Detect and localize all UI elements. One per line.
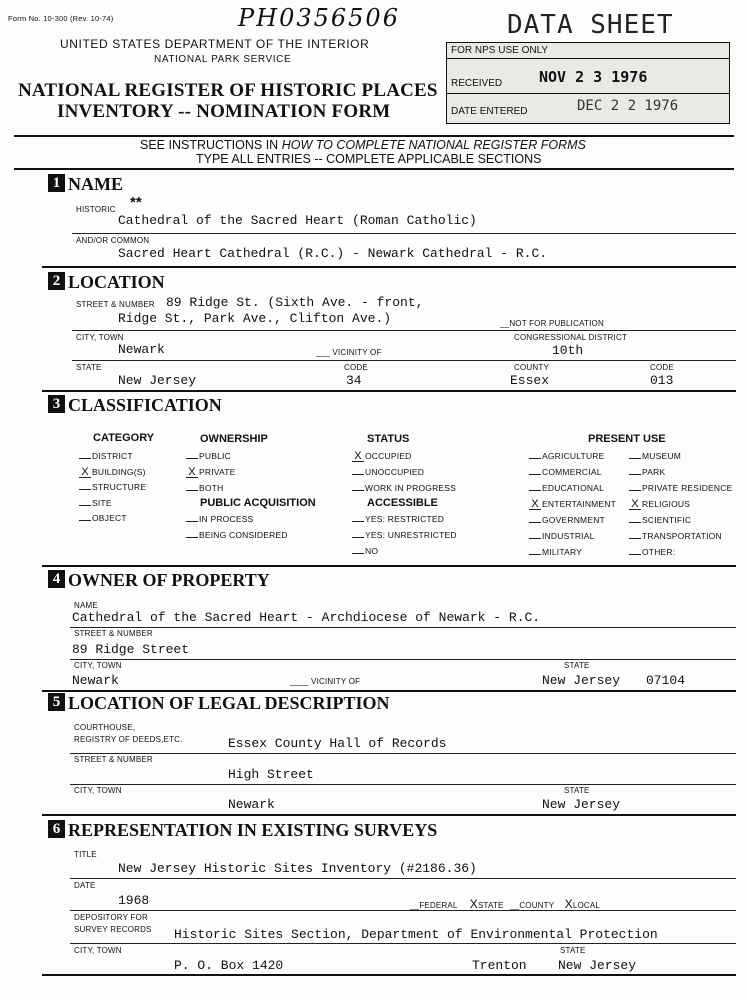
checkbox-label: AGRICULTURE [542, 451, 605, 461]
checkbox-mark [352, 553, 364, 554]
survey-state-label: STATE [560, 946, 586, 955]
checkbox-mark [79, 458, 91, 459]
checkbox-mark [79, 505, 91, 506]
checkbox-mark [186, 458, 198, 459]
checkbox-mark [529, 458, 541, 459]
checkbox-mark [629, 474, 641, 475]
checkbox-label: UNOCCUPIED [365, 467, 425, 477]
checkbox-option [352, 546, 378, 556]
depository-label-1: DEPOSITORY FOR [74, 913, 148, 922]
checkbox-label: RELIGIOUS [642, 499, 691, 509]
checkbox-mark [629, 522, 641, 523]
received-label: RECEIVED [451, 78, 503, 89]
courthouse-label-2: REGISTRY OF DEEDS,ETC. [74, 735, 183, 744]
courthouse-label-1: COURTHOUSE, [74, 723, 136, 732]
checkbox-option [186, 514, 253, 524]
checkbox-option [529, 483, 604, 493]
checkbox-label: YES: UNRESTRICTED [365, 530, 457, 540]
checkbox-mark [186, 537, 198, 538]
state-value: New Jersey [118, 373, 197, 388]
street-line1: 89 Ridge St. (Sixth Ave. - front, [166, 295, 424, 310]
checkbox-mark: X [186, 468, 198, 478]
service-name: NATIONAL PARK SERVICE [154, 54, 292, 65]
checkbox-label: PARK [642, 467, 666, 477]
courthouse-value: Essex County Hall of Records [228, 736, 447, 751]
checkbox-label: PUBLIC [199, 451, 231, 461]
legal-city-label: CITY, TOWN [74, 786, 122, 795]
legal-state-label: STATE [564, 786, 590, 795]
checkbox-option [529, 515, 605, 525]
status-heading: STATUS [367, 433, 410, 445]
legal-city-value: Newark [228, 797, 275, 812]
data-sheet-heading: DATA SHEET [507, 10, 674, 40]
checkbox-label: BOTH [199, 483, 224, 493]
checkbox-mark [629, 538, 641, 539]
checkbox-label: SCIENTIFIC [642, 515, 692, 525]
checkbox-mark [529, 474, 541, 475]
nps-use-box [446, 42, 730, 124]
checkbox-option [629, 483, 732, 493]
checkbox-option [186, 451, 231, 461]
checkbox-option [79, 498, 112, 508]
nps-header: FOR NPS USE ONLY [451, 45, 549, 56]
county-label: COUNTY [514, 363, 549, 372]
checkbox-option [186, 467, 236, 478]
checkbox-label: OCCUPIED [365, 451, 412, 461]
checkbox-label: YES: RESTRICTED [365, 514, 445, 524]
owner-street-label: STREET & NUMBER [74, 629, 153, 638]
checkbox-label: PRIVATE RESIDENCE [642, 483, 733, 493]
owner-vicinity-of: ____ VICINITY OF [290, 677, 361, 686]
checkbox-option [529, 547, 582, 557]
survey-title-value: New Jersey Historic Sites Inventory (#2186.36) [118, 861, 477, 876]
checkbox-label: BEING CONSIDERED [199, 530, 288, 540]
checkbox-mark: X [352, 452, 364, 462]
checkbox-option [352, 467, 424, 477]
section-3-heading: 3 CLASSIFICATION [48, 395, 222, 416]
checkbox-label: TRANSPORTATION [642, 531, 722, 541]
present-use-heading: PRESENT USE [588, 433, 666, 445]
checkbox-label: MILITARY [542, 547, 583, 557]
legal-street-label: STREET & NUMBER [74, 755, 153, 764]
handwritten-id: PH0356506 [238, 4, 400, 32]
checkbox-option [79, 513, 127, 523]
checkbox-label: SITE [92, 497, 112, 508]
code-label: CODE [344, 363, 368, 372]
checkbox-label: COMMERCIAL [542, 467, 602, 477]
checkbox-mark: X [629, 500, 641, 510]
checkbox-mark [186, 490, 198, 491]
checkbox-option [352, 530, 457, 540]
checkbox-option [79, 467, 146, 478]
checkbox-label: NO [365, 546, 379, 556]
form-title-line1: NATIONAL REGISTER OF HISTORIC PLACES [18, 80, 438, 101]
checkbox-option [529, 499, 616, 510]
checkbox-mark [629, 490, 641, 491]
checkbox-label: OBJECT [92, 513, 127, 523]
checkbox-option [629, 467, 665, 477]
form-title-line2: INVENTORY -- NOMINATION FORM [57, 101, 391, 122]
date-entered-stamp: DEC 2 2 1976 [577, 98, 679, 114]
checkbox-option [529, 531, 595, 541]
survey-city2-value: Trenton [472, 958, 527, 973]
common-name: Sacred Heart Cathedral (R.C.) - Newark Cathedral - R.C. [118, 246, 548, 261]
checkbox-option [529, 451, 605, 461]
department-name: UNITED STATES DEPARTMENT OF THE INTERIOR [60, 37, 370, 51]
checkbox-option [79, 451, 133, 461]
checkbox-label: BUILDING(S) [92, 466, 146, 477]
section-6-heading: 6 REPRESENTATION IN EXISTING SURVEYS [48, 820, 437, 841]
survey-date-value: 1968 [118, 893, 150, 908]
survey-title-label: TITLE [74, 850, 97, 859]
checkbox-mark [352, 490, 364, 491]
historic-mark: ** [130, 194, 142, 211]
checkbox-label: OTHER: [642, 547, 676, 557]
checkbox-option [352, 451, 411, 462]
checkbox-label: IN PROCESS [199, 514, 254, 524]
depository-value: Historic Sites Section, Department of Environmental Protection [174, 927, 658, 942]
survey-city-value: P. O. Box 1420 [174, 958, 284, 973]
checkbox-mark [529, 538, 541, 539]
owner-city-label: CITY, TOWN [74, 661, 122, 670]
county-code-value: 013 [650, 373, 674, 388]
checkbox-mark [529, 554, 541, 555]
checkbox-label: GOVERNMENT [542, 515, 605, 525]
checkbox-mark [79, 520, 91, 521]
checkbox-option [79, 482, 146, 492]
checkbox-option [186, 530, 288, 540]
category-heading: CATEGORY [93, 432, 155, 444]
public-acquisition-heading: PUBLIC ACQUISITION [200, 497, 316, 509]
checkbox-label: PRIVATE [199, 467, 236, 477]
congressional-district-label: CONGRESSIONAL DISTRICT [514, 333, 628, 342]
form-number: Form No. 10-300 (Rev. 10-74) [8, 14, 114, 23]
section-1-heading: 1 NAME [48, 174, 123, 195]
historic-label: HISTORIC [76, 205, 116, 214]
checkbox-label: INDUSTRIAL [542, 531, 595, 541]
checkbox-option [629, 515, 691, 525]
checkbox-label: ENTERTAINMENT [542, 499, 617, 509]
date-entered-label: DATE ENTERED [451, 106, 528, 117]
checkbox-mark [186, 521, 198, 522]
checkbox-mark: X [529, 500, 541, 510]
county-code-label: CODE [650, 363, 674, 372]
checkbox-mark [352, 537, 364, 538]
checkbox-option [629, 547, 675, 557]
owner-zip: 07104 [646, 673, 686, 688]
checkbox-option [186, 483, 223, 493]
checkbox-label: EDUCATIONAL [542, 483, 605, 493]
common-label: AND/OR COMMON [76, 236, 150, 245]
checkbox-label: DISTRICT [92, 451, 133, 461]
accessible-heading: ACCESSIBLE [367, 497, 438, 509]
legal-street-value: High Street [228, 767, 314, 782]
historic-name: Cathedral of the Sacred Heart (Roman Catholic) [118, 213, 477, 228]
checkbox-mark [529, 490, 541, 491]
checkbox-mark: X [79, 468, 91, 478]
instructions-line1: SEE INSTRUCTIONS IN HOW TO COMPLETE NATIONAL REGISTER FORMS [140, 138, 586, 152]
state-label: STATE [76, 363, 102, 372]
checkbox-label: STRUCTURE [92, 482, 147, 492]
checkbox-mark [529, 522, 541, 523]
owner-state-label: STATE [564, 661, 590, 670]
ownership-heading: OWNERSHIP [200, 433, 268, 445]
street-line2: Ridge St., Park Ave., Clifton Ave.) [118, 311, 392, 326]
county-value: Essex [510, 373, 550, 388]
checkbox-option [352, 483, 456, 493]
checkbox-option [629, 499, 690, 510]
checkbox-mark [352, 521, 364, 522]
survey-level-options: __FEDERAL XSTATE __COUNTY XLOCAL [410, 897, 601, 911]
checkbox-option [529, 467, 602, 477]
not-for-publication: __NOT FOR PUBLICATION [500, 319, 604, 328]
checkbox-label: MUSEUM [642, 451, 681, 461]
owner-street-value: 89 Ridge Street [72, 642, 190, 657]
section-2-heading: 2 LOCATION [48, 272, 165, 293]
owner-city-value: Newark [72, 673, 119, 688]
street-label: STREET & NUMBER [76, 300, 155, 309]
survey-city-label: CITY, TOWN [74, 946, 122, 955]
vicinity-of: ___ VICINITY OF [316, 348, 382, 357]
section-5-heading: 5 LOCATION OF LEGAL DESCRIPTION [48, 693, 390, 714]
instructions-line2: TYPE ALL ENTRIES -- COMPLETE APPLICABLE SECTIONS [196, 152, 542, 166]
checkbox-mark [629, 554, 641, 555]
city-value: Newark [118, 342, 165, 357]
city-label: CITY, TOWN [76, 333, 124, 342]
survey-date-label: DATE [74, 881, 96, 890]
checkbox-option [352, 514, 444, 524]
owner-name-label: NAME [74, 601, 98, 610]
owner-state-value: New Jersey [542, 673, 621, 688]
owner-name-value: Cathedral of the Sacred Heart - Archdiocese of Newark - R.C. [72, 610, 541, 625]
received-date-stamp: NOV 2 3 1976 [539, 68, 648, 86]
checkbox-option [629, 451, 681, 461]
checkbox-option [629, 531, 722, 541]
survey-state-value: New Jersey [558, 958, 637, 973]
checkbox-mark [629, 458, 641, 459]
checkbox-label: WORK IN PROGRESS [365, 483, 457, 493]
depository-label-2: SURVEY RECORDS [74, 925, 152, 934]
code-value: 34 [346, 373, 362, 388]
congressional-district-value: 10th [552, 343, 584, 358]
checkbox-mark [79, 489, 91, 490]
section-4-heading: 4 OWNER OF PROPERTY [48, 570, 270, 591]
legal-state-value: New Jersey [542, 797, 621, 812]
checkbox-mark [352, 474, 364, 475]
